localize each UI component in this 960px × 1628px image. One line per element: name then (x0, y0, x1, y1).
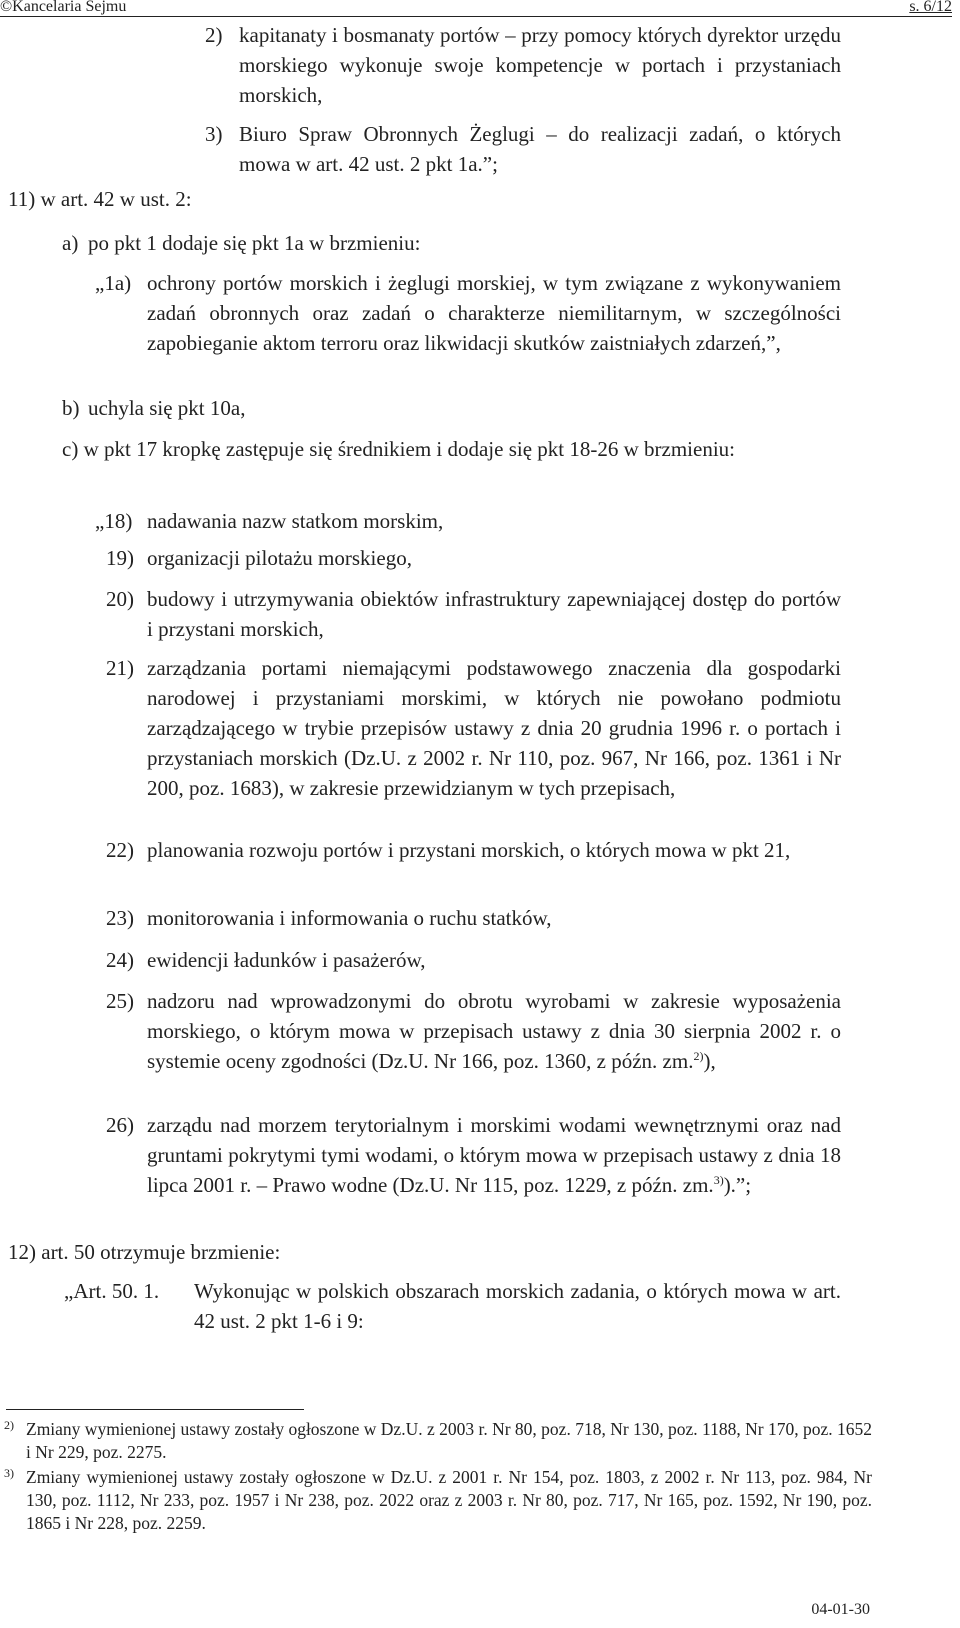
item-text (147, 1110, 841, 1200)
letter-body: w pkt 17 kropkę zastępuje się średnikiem i dodaje się pkt 18-26 w brzmieniu: (83, 437, 736, 461)
item-number: 24) (106, 948, 134, 972)
quoted-item-25 (106, 986, 841, 1076)
quoted-item-1a (95, 268, 841, 358)
item-text-end: ).”; (723, 1173, 752, 1197)
quoted-item-24 (106, 945, 841, 975)
item-text: organizacji pilotażu morskiego, (147, 546, 412, 570)
item-number: 3) (205, 122, 223, 146)
letter-text (62, 434, 842, 464)
footnote-text: Zmiany wymienionej ustawy zostały ogłoszone w Dz.U. z 2001 r. Nr 154, poz. 1803, z 2002 r. Nr 113, poz. 984, Nr 130, poz. 1112, Nr 233, poz. 1957 i Nr 238, poz. 2022 oraz z 2003 r. Nr 80, poz. 717, Nr 165, poz. 1592, Nr 190, poz. 1865 i Nr 228, poz. 2259. (26, 1467, 872, 1533)
item-text (147, 986, 841, 1076)
item-text: kapitanaty i bosmanaty portów – przy pomocy których dyrektor urzędu morskiego wykonuje swoje kompetencje w portach i przystaniach morskich, (239, 23, 841, 107)
point-text: 11) w art. 42 w ust. 2: (8, 187, 192, 211)
item-number: „18) (95, 509, 133, 533)
footnote-separator (6, 1409, 304, 1410)
article-text: Wykonując w polskich obszarach morskich zadania, o których mowa w art. 42 ust. 2 pkt 1-6 i 9: (194, 1279, 841, 1333)
quoted-item-19 (106, 543, 841, 573)
list-item-3 (205, 119, 841, 179)
item-text-main: nadzoru nad wprowadzonymi do obrotu wyrobami w zakresie wyposażenia morskiego, o którym mowa w przepisach ustawy z dnia 30 sierpnia 2002 r. o systemie oceny zgodności (Dz.U. Nr 166, poz. 1360, z późn. zm. (147, 989, 841, 1073)
quoted-item-22 (106, 835, 841, 865)
item-number: 21) (106, 656, 134, 680)
item-number: „1a) (95, 271, 132, 295)
header-source: ©Kancelaria Sejmu (0, 0, 127, 15)
footnote-2 (4, 1418, 872, 1464)
letter-text: po pkt 1 dodaje się pkt 1a w brzmieniu: (88, 231, 421, 255)
point-12 (8, 1237, 508, 1267)
letter-text: uchyla się pkt 10a, (88, 396, 246, 420)
footnote-ref-3[interactable]: 3) (713, 1173, 724, 1187)
quoted-item-23 (106, 903, 841, 933)
item-text: planowania rozwoju portów i przystani morskich, o których mowa w pkt 21, (147, 838, 791, 862)
footnote-mark: 2) (4, 1418, 14, 1432)
footnote-text: Zmiany wymienionej ustawy zostały ogłoszone w Dz.U. z 2003 r. Nr 80, poz. 718, Nr 130, poz. 1188, Nr 170, poz. 1652 i Nr 229, poz. 2275. (26, 1419, 873, 1462)
letter-label: c) (62, 437, 79, 461)
item-text: zarządzania portami niemającymi podstawowego znaczenia dla gospodarki narodowej i przystaniami morskimi, w których nie powołano podmiotu zarządzającego w trybie przepisów ustawy z dnia 20 grudnia 1996 r. o portach i przystaniach morskich (Dz.U. z 2002 r. Nr 110, poz. 967, Nr 166, poz. 1361 i Nr 200, poz. 1683), w zakresie przewidzianym w tych przepisach, (147, 656, 841, 800)
list-item-2 (205, 20, 841, 110)
item-number: 19) (106, 546, 134, 570)
point-11 (8, 184, 408, 214)
item-text: ochrony portów morskich i żeglugi morskiej, w tym związane z wykonywaniem zadań obronnych oraz zadań o charakterze niemilitarnym, w szczególności zapobieganie aktom terroru oraz likwidacji skutków zaistniałych zdarzeń,”, (147, 271, 841, 355)
letter-label: b) (62, 396, 80, 420)
item-text: Biuro Spraw Obronnych Żeglugi – do realizacji zadań, o których mowa w art. 42 ust. 2 pkt 1a.”; (239, 122, 841, 176)
quoted-article-50 (64, 1276, 841, 1336)
quoted-item-26 (106, 1110, 841, 1200)
header-page-number: s. 6/12 (909, 0, 952, 15)
item-number: 2) (205, 23, 223, 47)
item-text-main: zarządu nad morzem terytorialnym i morskimi wodami wewnętrznymi oraz nad gruntami pokrytymi tymi wodami, o którym mowa w przepisach ustawy z dnia 18 lipca 2001 r. – Prawo wodne (Dz.U. Nr 115, poz. 1229, z późn. zm. (147, 1113, 841, 1197)
quoted-item-20 (106, 584, 841, 644)
item-number: 26) (106, 1113, 134, 1137)
footnote-mark: 3) (4, 1466, 14, 1480)
header-rule (0, 16, 952, 17)
quoted-item-21 (106, 653, 841, 803)
item-text: nadawania nazw statkom morskim, (147, 509, 444, 533)
footnote-3 (4, 1466, 872, 1535)
item-number: 23) (106, 906, 134, 930)
point-text: 12) art. 50 otrzymuje brzmienie: (8, 1240, 281, 1264)
item-number: 22) (106, 838, 134, 862)
item-text-end: ), (703, 1049, 716, 1073)
footnote-ref-2[interactable]: 2) (693, 1049, 704, 1063)
item-text: ewidencji ładunków i pasażerów, (147, 948, 426, 972)
item-text: budowy i utrzymywania obiektów infrastruktury zapewniającej dostęp do portów i przystani morskich, (147, 587, 841, 641)
item-number: 25) (106, 989, 134, 1013)
item-text: monitorowania i informowania o ruchu statków, (147, 906, 552, 930)
quoted-item-18 (95, 506, 841, 536)
letter-b (62, 393, 842, 423)
letter-c (62, 434, 842, 464)
document-date-stamp: 04-01-30 (811, 1601, 870, 1618)
item-number: 20) (106, 587, 134, 611)
letter-label: a) (62, 231, 79, 255)
article-number: „Art. 50. 1. (64, 1279, 160, 1303)
letter-a (62, 228, 842, 258)
